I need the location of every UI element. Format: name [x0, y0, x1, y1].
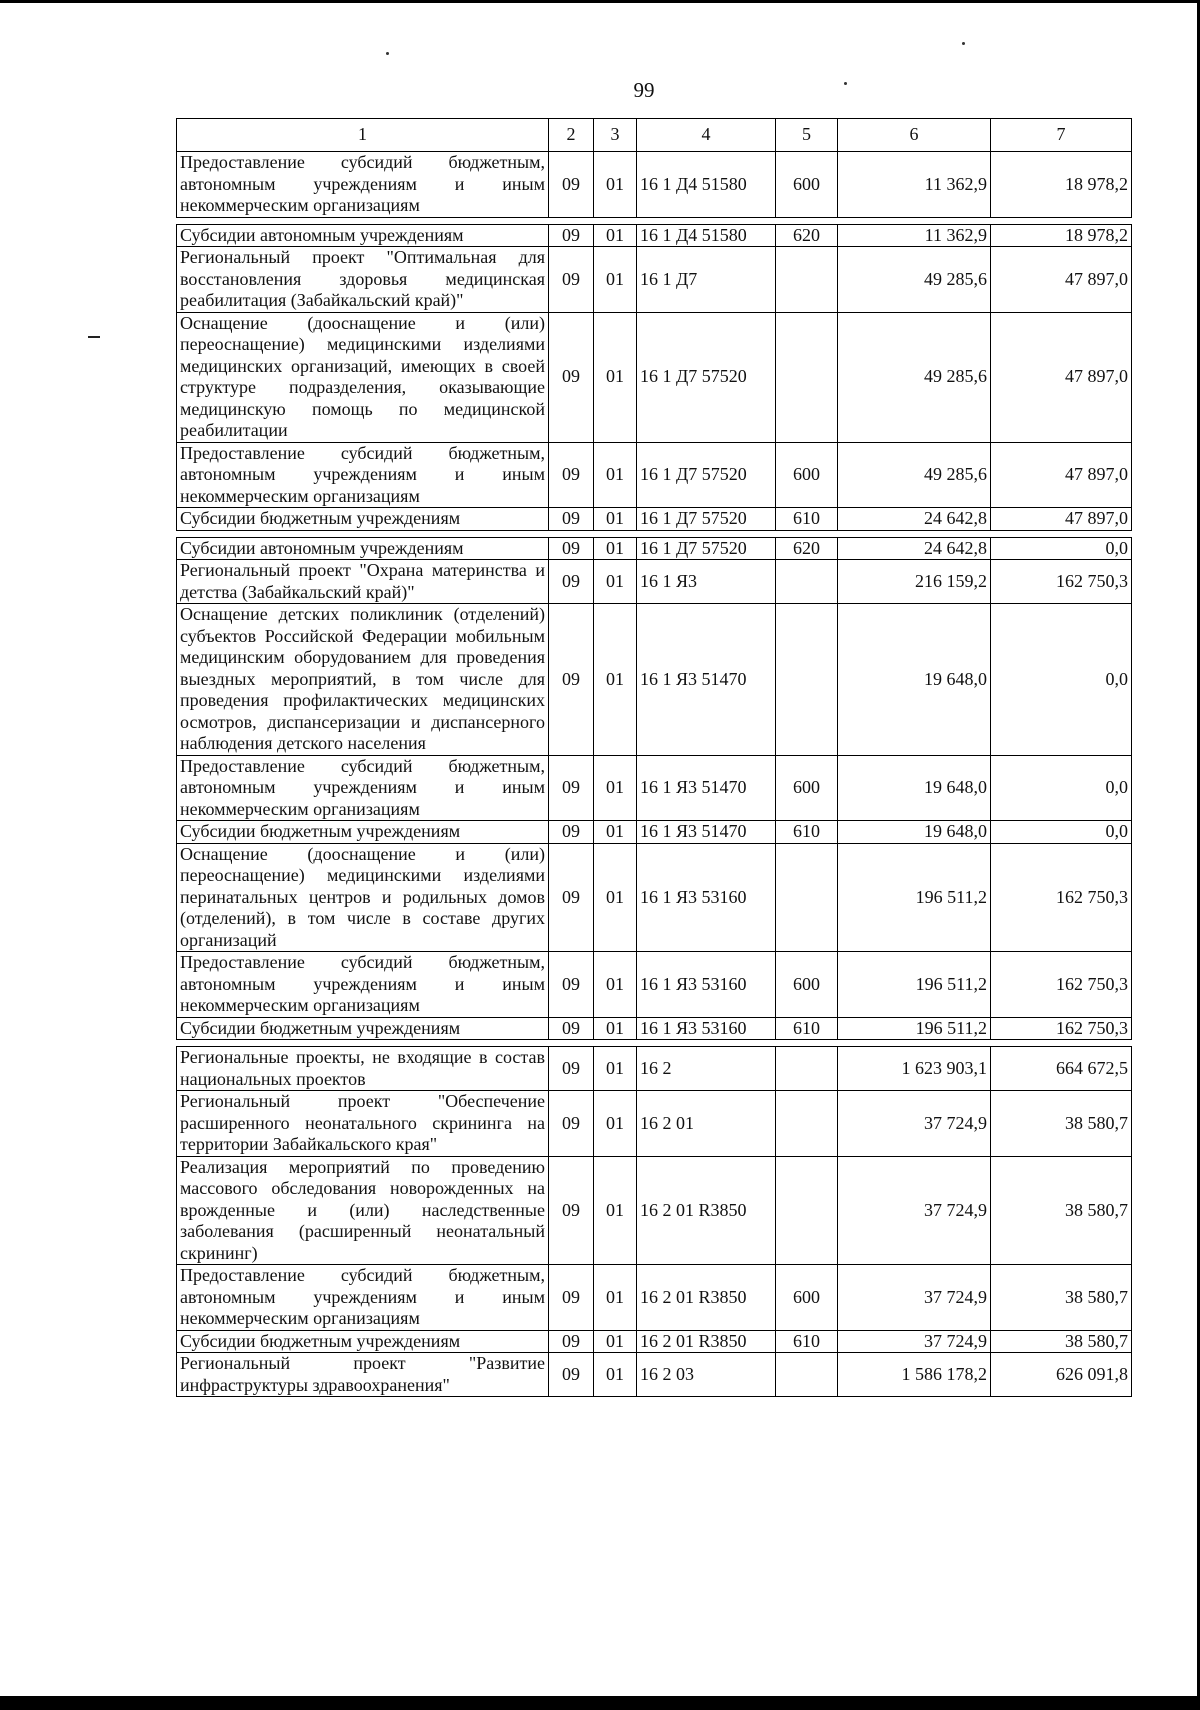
row-amount-year2: 0,0	[991, 755, 1132, 821]
table-row	[177, 152, 1132, 218]
col-header-7: 7	[991, 119, 1132, 152]
row-name: Реализация мероприятий по проведению массового обследования новорожденных на врожденные и (или) наследственные заболевания (расширенный неонатальный скрининг)	[177, 1156, 549, 1265]
row-target-article: 16 1 Д7 57520	[637, 442, 776, 508]
row-section: 09	[549, 1017, 594, 1040]
row-name: Региональные проекты, не входящие в состав национальных проектов	[177, 1047, 549, 1091]
row-expense-type: 620	[776, 537, 838, 560]
row-expense-type	[776, 1091, 838, 1157]
row-amount-year2: 47 897,0	[991, 247, 1132, 313]
row-target-article: 16 1 Д7 57520	[637, 508, 776, 531]
row-gap	[177, 530, 1132, 537]
row-target-article: 16 1 Я3 51470	[637, 604, 776, 756]
row-subsection: 01	[594, 537, 637, 560]
row-name: Субсидии бюджетным учреждениям	[177, 1330, 549, 1353]
row-amount-year1: 24 642,8	[838, 508, 991, 531]
row-name: Оснащение (дооснащение и (или) переоснащение) медицинскими изделиями перинатальных центров и родильных домов (отделений), в том числе в составе других организаций	[177, 843, 549, 952]
row-subsection: 01	[594, 843, 637, 952]
scan-speck	[962, 42, 965, 45]
row-target-article: 16 1 Я3	[637, 560, 776, 604]
row-expense-type	[776, 843, 838, 952]
row-expense-type	[776, 604, 838, 756]
row-amount-year2: 47 897,0	[991, 508, 1132, 531]
row-section: 09	[549, 821, 594, 844]
row-target-article: 16 1 Я3 51470	[637, 755, 776, 821]
row-expense-type: 610	[776, 508, 838, 531]
col-header-5: 5	[776, 119, 838, 152]
row-section: 09	[549, 952, 594, 1018]
row-section: 09	[549, 843, 594, 952]
row-amount-year1: 196 511,2	[838, 1017, 991, 1040]
row-name: Субсидии бюджетным учреждениям	[177, 508, 549, 531]
row-amount-year2: 664 672,5	[991, 1047, 1132, 1091]
row-amount-year2: 162 750,3	[991, 1017, 1132, 1040]
row-expense-type	[776, 312, 838, 442]
row-target-article: 16 1 Я3 53160	[637, 1017, 776, 1040]
row-amount-year2: 47 897,0	[991, 442, 1132, 508]
row-expense-type	[776, 1047, 838, 1091]
table-row	[177, 560, 1132, 604]
row-target-article: 16 1 Д4 51580	[637, 152, 776, 218]
table-row	[177, 821, 1132, 844]
row-expense-type: 600	[776, 952, 838, 1018]
row-subsection: 01	[594, 1330, 637, 1353]
table-row	[177, 604, 1132, 756]
table-body	[177, 152, 1132, 1397]
row-section: 09	[549, 508, 594, 531]
row-expense-type	[776, 247, 838, 313]
row-name: Оснащение (дооснащение и (или) переоснащение) медицинскими изделиями медицинских организаций, имеющих в своей структуре подразделения, оказывающие медицинскую помощь по медицинской реабилитации	[177, 312, 549, 442]
table-row	[177, 537, 1132, 560]
row-section: 09	[549, 1156, 594, 1265]
row-subsection: 01	[594, 312, 637, 442]
row-amount-year1: 49 285,6	[838, 442, 991, 508]
row-section: 09	[549, 152, 594, 218]
row-subsection: 01	[594, 1265, 637, 1331]
row-gap	[177, 217, 1132, 224]
row-section: 09	[549, 312, 594, 442]
row-expense-type: 610	[776, 1330, 838, 1353]
row-gap	[177, 1040, 1132, 1047]
row-target-article: 16 2 01 R3850	[637, 1156, 776, 1265]
table-header-row	[177, 119, 1132, 152]
row-subsection: 01	[594, 755, 637, 821]
row-section: 09	[549, 247, 594, 313]
row-amount-year2: 0,0	[991, 537, 1132, 560]
row-section: 09	[549, 1330, 594, 1353]
row-section: 09	[549, 560, 594, 604]
row-expense-type: 600	[776, 152, 838, 218]
row-section: 09	[549, 1091, 594, 1157]
row-section: 09	[549, 1047, 594, 1091]
row-target-article: 16 1 Д7 57520	[637, 312, 776, 442]
row-amount-year1: 11 362,9	[838, 152, 991, 218]
row-section: 09	[549, 537, 594, 560]
row-amount-year1: 216 159,2	[838, 560, 991, 604]
row-subsection: 01	[594, 508, 637, 531]
row-subsection: 01	[594, 560, 637, 604]
scan-speck	[386, 52, 389, 55]
row-subsection: 01	[594, 1017, 637, 1040]
row-expense-type	[776, 1353, 838, 1397]
table-row	[177, 952, 1132, 1018]
table-row	[177, 1091, 1132, 1157]
col-header-1: 1	[177, 119, 549, 152]
row-target-article: 16 2 01	[637, 1091, 776, 1157]
row-amount-year1: 37 724,9	[838, 1265, 991, 1331]
row-amount-year1: 37 724,9	[838, 1330, 991, 1353]
row-amount-year1: 19 648,0	[838, 755, 991, 821]
row-expense-type	[776, 1156, 838, 1265]
row-section: 09	[549, 1265, 594, 1331]
row-amount-year2: 162 750,3	[991, 560, 1132, 604]
table-row	[177, 312, 1132, 442]
row-amount-year2: 626 091,8	[991, 1353, 1132, 1397]
row-name: Предоставление субсидий бюджетным, автономным учреждениям и иным некоммерческим организациям	[177, 152, 549, 218]
row-name: Предоставление субсидий бюджетным, автономным учреждениям и иным некоммерческим организациям	[177, 442, 549, 508]
table-row	[177, 247, 1132, 313]
row-name: Предоставление субсидий бюджетным, автономным учреждениям и иным некоммерческим организациям	[177, 1265, 549, 1331]
row-amount-year2: 38 580,7	[991, 1330, 1132, 1353]
row-target-article: 16 2 01 R3850	[637, 1265, 776, 1331]
row-expense-type	[776, 560, 838, 604]
row-section: 09	[549, 1353, 594, 1397]
row-amount-year1: 37 724,9	[838, 1091, 991, 1157]
row-amount-year2: 162 750,3	[991, 952, 1132, 1018]
row-amount-year2: 38 580,7	[991, 1156, 1132, 1265]
row-amount-year1: 49 285,6	[838, 247, 991, 313]
table-row	[177, 1330, 1132, 1353]
row-target-article: 16 1 Я3 53160	[637, 843, 776, 952]
row-subsection: 01	[594, 1156, 637, 1265]
row-expense-type: 600	[776, 1265, 838, 1331]
row-subsection: 01	[594, 1353, 637, 1397]
row-amount-year2: 38 580,7	[991, 1265, 1132, 1331]
row-amount-year1: 37 724,9	[838, 1156, 991, 1265]
row-amount-year2: 18 978,2	[991, 224, 1132, 247]
col-header-4: 4	[637, 119, 776, 152]
row-amount-year1: 11 362,9	[838, 224, 991, 247]
page-number: 99	[633, 78, 655, 102]
row-amount-year2: 38 580,7	[991, 1091, 1132, 1157]
row-name: Региональный проект "Оптимальная для восстановления здоровья медицинская реабилитация (Забайкальский край)"	[177, 247, 549, 313]
row-section: 09	[549, 755, 594, 821]
row-target-article: 16 2 01 R3850	[637, 1330, 776, 1353]
table-row	[177, 755, 1132, 821]
row-expense-type: 610	[776, 821, 838, 844]
row-expense-type: 610	[776, 1017, 838, 1040]
row-target-article: 16 1 Я3 51470	[637, 821, 776, 844]
table-row	[177, 1156, 1132, 1265]
row-name: Оснащение детских поликлиник (отделений) субъектов Российской Федерации мобильным медицинским оборудованием для проведения выездных мероприятий, в том числе для проведения профилактических медицинских осмотров, диспансеризации и диспансерного наблюдения детского населения	[177, 604, 549, 756]
row-expense-type: 600	[776, 755, 838, 821]
row-name: Региональный проект "Охрана материнства и детства (Забайкальский край)"	[177, 560, 549, 604]
table-row	[177, 224, 1132, 247]
row-target-article: 16 1 Д7 57520	[637, 537, 776, 560]
row-name: Субсидии бюджетным учреждениям	[177, 821, 549, 844]
row-subsection: 01	[594, 821, 637, 844]
row-subsection: 01	[594, 1047, 637, 1091]
table-row	[177, 1017, 1132, 1040]
row-subsection: 01	[594, 152, 637, 218]
row-amount-year1: 196 511,2	[838, 843, 991, 952]
row-section: 09	[549, 224, 594, 247]
col-header-3: 3	[594, 119, 637, 152]
row-expense-type: 620	[776, 224, 838, 247]
row-target-article: 16 2 03	[637, 1353, 776, 1397]
row-subsection: 01	[594, 224, 637, 247]
table-row	[177, 1353, 1132, 1397]
margin-mark	[88, 336, 100, 338]
row-amount-year1: 49 285,6	[838, 312, 991, 442]
scan-border-bottom	[0, 1696, 1200, 1710]
row-amount-year1: 24 642,8	[838, 537, 991, 560]
row-name: Субсидии бюджетным учреждениям	[177, 1017, 549, 1040]
row-name: Предоставление субсидий бюджетным, автономным учреждениям и иным некоммерческим организациям	[177, 952, 549, 1018]
row-amount-year1: 19 648,0	[838, 821, 991, 844]
row-subsection: 01	[594, 247, 637, 313]
row-name: Предоставление субсидий бюджетным, автономным учреждениям и иным некоммерческим организациям	[177, 755, 549, 821]
table-row	[177, 508, 1132, 531]
row-amount-year2: 162 750,3	[991, 843, 1132, 952]
row-subsection: 01	[594, 604, 637, 756]
row-amount-year2: 47 897,0	[991, 312, 1132, 442]
row-subsection: 01	[594, 952, 637, 1018]
row-amount-year2: 18 978,2	[991, 152, 1132, 218]
row-section: 09	[549, 442, 594, 508]
row-amount-year1: 19 648,0	[838, 604, 991, 756]
budget-table	[176, 118, 1132, 1397]
row-amount-year2: 0,0	[991, 604, 1132, 756]
row-amount-year2: 0,0	[991, 821, 1132, 844]
row-name: Субсидии автономным учреждениям	[177, 537, 549, 560]
row-name: Региональный проект "Обеспечение расширенного неонатального скрининга на территории Забайкальского края"	[177, 1091, 549, 1157]
row-name: Субсидии автономным учреждениям	[177, 224, 549, 247]
row-amount-year1: 1 623 903,1	[838, 1047, 991, 1091]
table-row	[177, 1265, 1132, 1331]
col-header-6: 6	[838, 119, 991, 152]
table-row	[177, 442, 1132, 508]
row-target-article: 16 1 Я3 53160	[637, 952, 776, 1018]
col-header-2: 2	[549, 119, 594, 152]
row-target-article: 16 2	[637, 1047, 776, 1091]
row-subsection: 01	[594, 1091, 637, 1157]
row-expense-type: 600	[776, 442, 838, 508]
row-target-article: 16 1 Д7	[637, 247, 776, 313]
row-subsection: 01	[594, 442, 637, 508]
row-amount-year1: 1 586 178,2	[838, 1353, 991, 1397]
row-amount-year1: 196 511,2	[838, 952, 991, 1018]
table-row	[177, 1047, 1132, 1091]
row-name: Региональный проект "Развитие инфраструктуры здравоохранения"	[177, 1353, 549, 1397]
row-section: 09	[549, 604, 594, 756]
table-row	[177, 843, 1132, 952]
row-target-article: 16 1 Д4 51580	[637, 224, 776, 247]
